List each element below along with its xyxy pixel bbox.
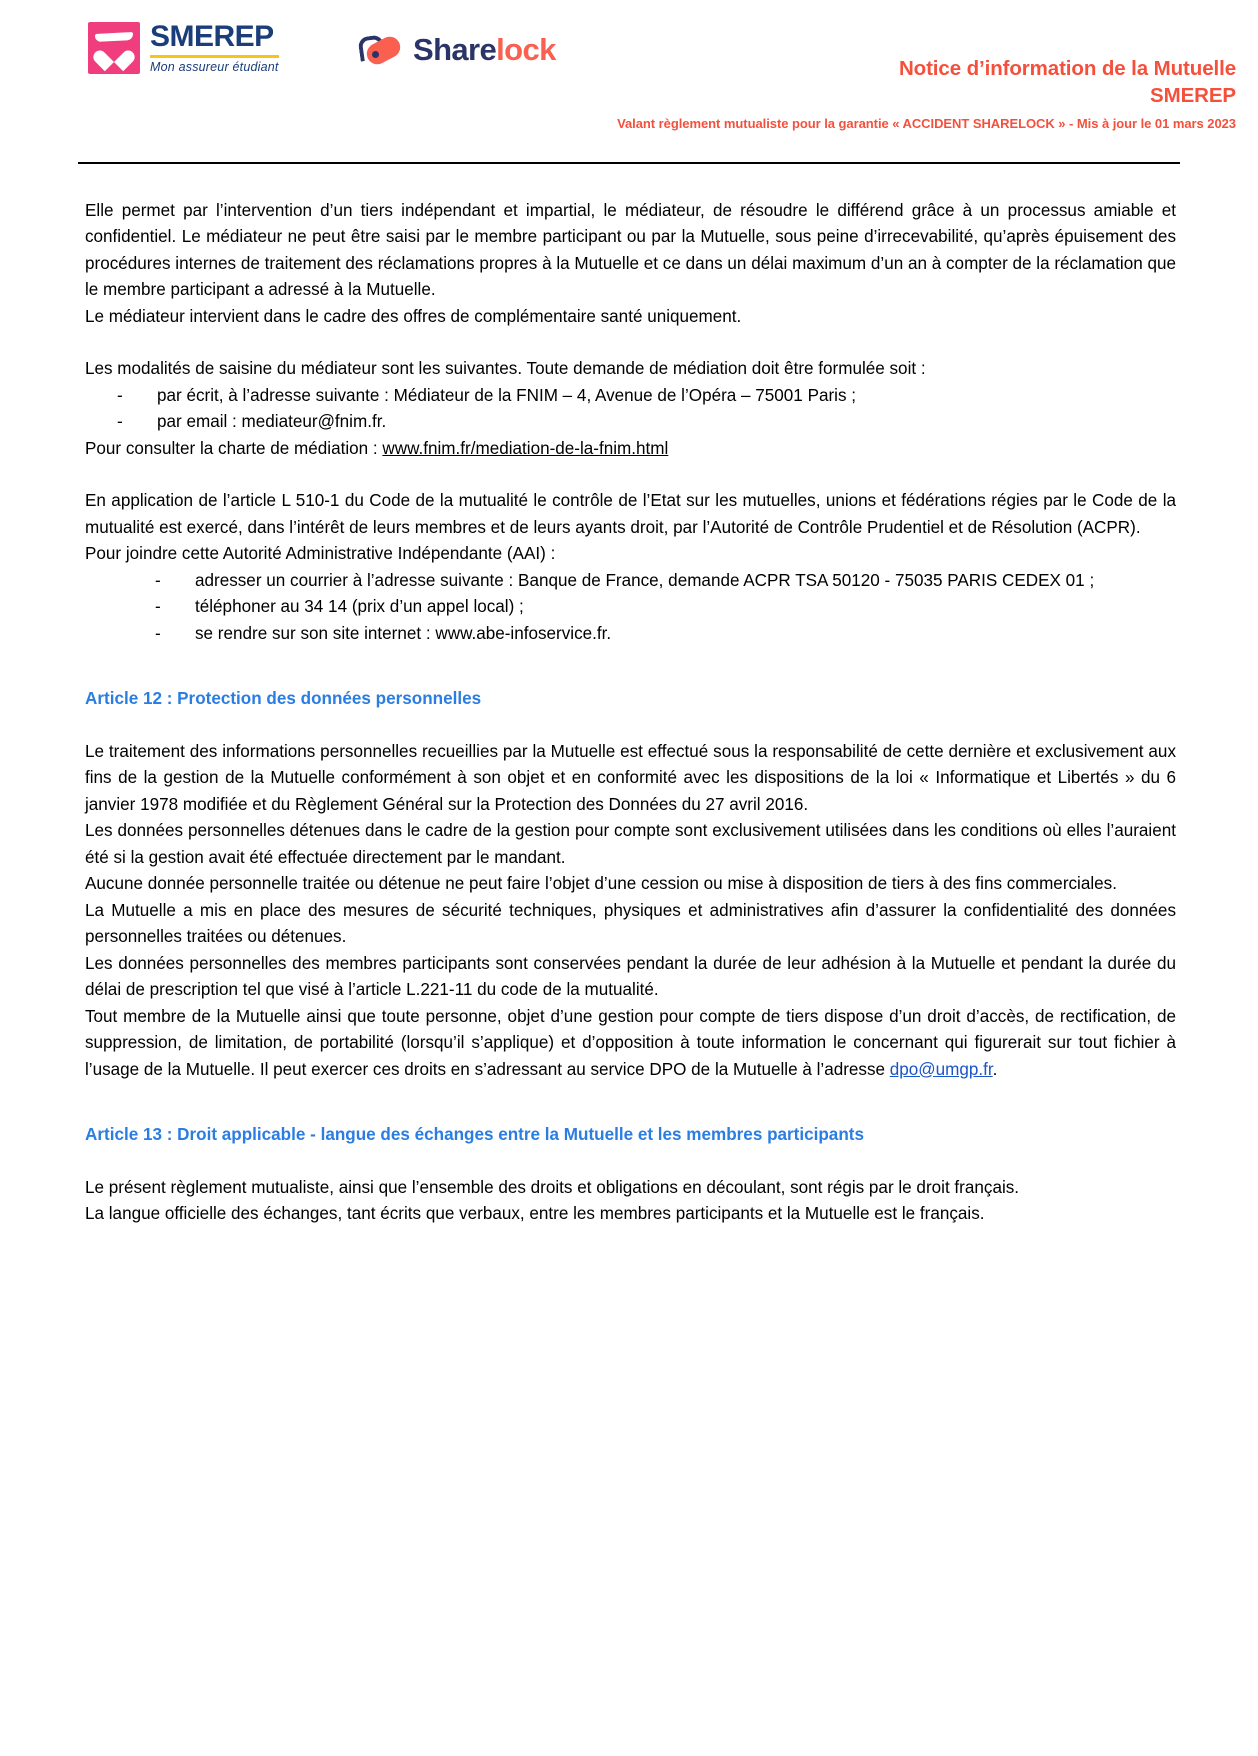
sharelock-word-lock: lock: [496, 32, 556, 67]
paragraph-a13-langue: La langue officielle des échanges, tant écrits que verbaux, entre les membres participants et la Mutuelle est le français.: [85, 1204, 985, 1224]
smerep-graduation-heart-icon: [88, 22, 140, 74]
list-item: [85, 409, 1176, 435]
document-body: [0, 164, 1258, 1268]
list-aai-contact: [85, 568, 1176, 647]
paragraph-a12-gestion-compte: Les données personnelles détenues dans le cadre de la gestion pour compte sont exclusivement utilisées dans les conditions où elles l’auraient été si la gestion avait été effectuée directement par le mandant.: [85, 821, 1176, 867]
dpo-email-link[interactable]: dpo@umgp.fr: [889, 1059, 993, 1079]
paragraph-a13-droit-francais: Le présent règlement mutualiste, ainsi que l’ensemble des droits et obligations en découlant, sont régis par le droit français.: [85, 1177, 1020, 1197]
list-saisine-modalites: [85, 383, 1176, 436]
smerep-name: SMEREP: [150, 20, 274, 54]
list-item-label: par email : mediateur@fnim.fr.: [157, 412, 387, 432]
paragraph-mediator-scope: Le médiateur intervient dans le cadre des offres de complémentaire santé uniquement.: [85, 306, 742, 326]
paragraph-a12-droits: [85, 1004, 1176, 1083]
paragraph-mediation-intro: Elle permet par l’intervention d’un tiers indépendant et impartial, le médiateur, de résoudre le différend grâce à un processus amiable et confidentiel. Le médiateur ne peut être saisi par le membre participant ou par la Mutuelle, sous peine d’irrecevabilité, qu’après épuisement des procédures internes de traitement des réclamations propres à la Mutuelle et ce dans un délai maximum d’un an à compter de la réclamation que le membre participant a adressé à la Mutuelle.: [85, 201, 1176, 300]
bullet-dash: -: [155, 623, 161, 643]
list-item-label: téléphoner au 34 14 (prix d’un appel local) ;: [195, 597, 524, 617]
heading-article-13: Article 13 : Droit applicable - langue des échanges entre la Mutuelle et les membres participants: [85, 1125, 864, 1145]
page-header: [0, 0, 1258, 150]
document-title-line2: SMEREP: [1150, 83, 1236, 107]
smerep-tagline: Mon assureur étudiant: [150, 60, 279, 75]
list-item: [85, 594, 1176, 620]
header-title-block: [416, 56, 1236, 131]
bullet-dash: -: [117, 412, 123, 432]
bullet-dash: -: [155, 570, 161, 590]
document-title-line1: Notice d’information de la Mutuelle: [898, 57, 1236, 80]
a12-droits-prefix-text: Tout membre de la Mutuelle ainsi que toute personne, objet d’une gestion pour compte de tiers dispose d’un droit d’accès, de rectification, de suppression, de limitation, de portabilité (lorsqu’il s’applique) et d’opposition à toute information le concernant qui figurerait sur tout fichier à l’usage de la Mutuelle. Il peut exercer ces droits en s’adressant au service DPO de la Mutuelle à l’adresse: [85, 1006, 1176, 1079]
list-item-label: se rendre sur son site internet : www.abe-infoservice.fr.: [195, 623, 612, 643]
paragraph-a12-conservation: Les données personnelles des membres participants sont conservées pendant la durée de leur adhésion à la Mutuelle et pendant la durée du délai de prescription tel que visé à l’article L.221-11 du code de la mutualité.: [85, 953, 1176, 1000]
paragraph-aai-contact-intro: Pour joindre cette Autorité Administrative Indépendante (AAI) :: [85, 544, 556, 564]
bullet-dash: -: [117, 385, 123, 405]
smerep-wordmark: [150, 22, 279, 74]
smerep-logo: [88, 22, 279, 74]
paragraph-acpr-control: En application de l’article L 510-1 du Code de la mutualité le contrôle de l’Etat sur les mutuelles, unions et fédérations régies par le Code de la mutualité est exercé, dans l’intérêt de leurs membres et de leurs ayants droit, par l’Autorité de Contrôle Prudentiel et de Résolution (ACPR).: [85, 491, 1176, 537]
paragraph-a12-cession: Aucune donnée personnelle traitée ou détenue ne peut faire l’objet d’une cession ou mise à disposition de tiers à des fins commerciales.: [85, 874, 1117, 894]
smerep-divider: [150, 55, 279, 58]
list-item: [85, 568, 1176, 594]
paragraph-a12-traitement: Le traitement des informations personnelles recueillies par la Mutuelle est effectué sous la responsabilité de cette dernière et exclusivement aux fins de la gestion de la Mutuelle conformément à son objet et en conformité avec les dispositions de la loi « Informatique et Libertés » du 6 janvier 1978 modifiée et du Règlement Général sur la Protection des Données du 27 avril 2016.: [85, 741, 1176, 814]
paragraph-saisine-intro: Les modalités de saisine du médiateur sont les suivantes. Toute demande de médiation doit être formulée soit :: [85, 359, 926, 379]
list-item-label: adresser un courrier à l’adresse suivante : Banque de France, demande ACPR TSA 50120 - 75035 PARIS CEDEX 01 ;: [195, 570, 1095, 590]
list-item: [85, 621, 1176, 647]
paragraph-charte-mediation: [85, 436, 1176, 462]
fnim-charte-link[interactable]: www.fnim.fr/mediation-de-la-fnim.html: [382, 438, 669, 458]
charte-prefix-text: Pour consulter la charte de médiation :: [85, 438, 383, 458]
a12-droits-suffix-text: .: [992, 1059, 998, 1079]
list-item: [85, 383, 1176, 409]
paragraph-a12-securite: La Mutuelle a mis en place des mesures de sécurité techniques, physiques et administratives afin d’assurer la confidentialité des données personnelles traitées ou détenues.: [85, 900, 1176, 947]
padlock-icon: [358, 35, 404, 65]
document-subtitle: Valant règlement mutualiste pour la garantie « ACCIDENT SHARELOCK » - Mis à jour le 01 mars 2023: [617, 116, 1236, 132]
sharelock-word-share: Share: [413, 32, 497, 67]
bullet-dash: -: [155, 597, 161, 617]
list-item-label: par écrit, à l’adresse suivante : Médiateur de la FNIM – 4, Avenue de l’Opéra – 75001 Paris ;: [157, 385, 857, 405]
heading-article-12: Article 12 : Protection des données personnelles: [85, 689, 482, 709]
